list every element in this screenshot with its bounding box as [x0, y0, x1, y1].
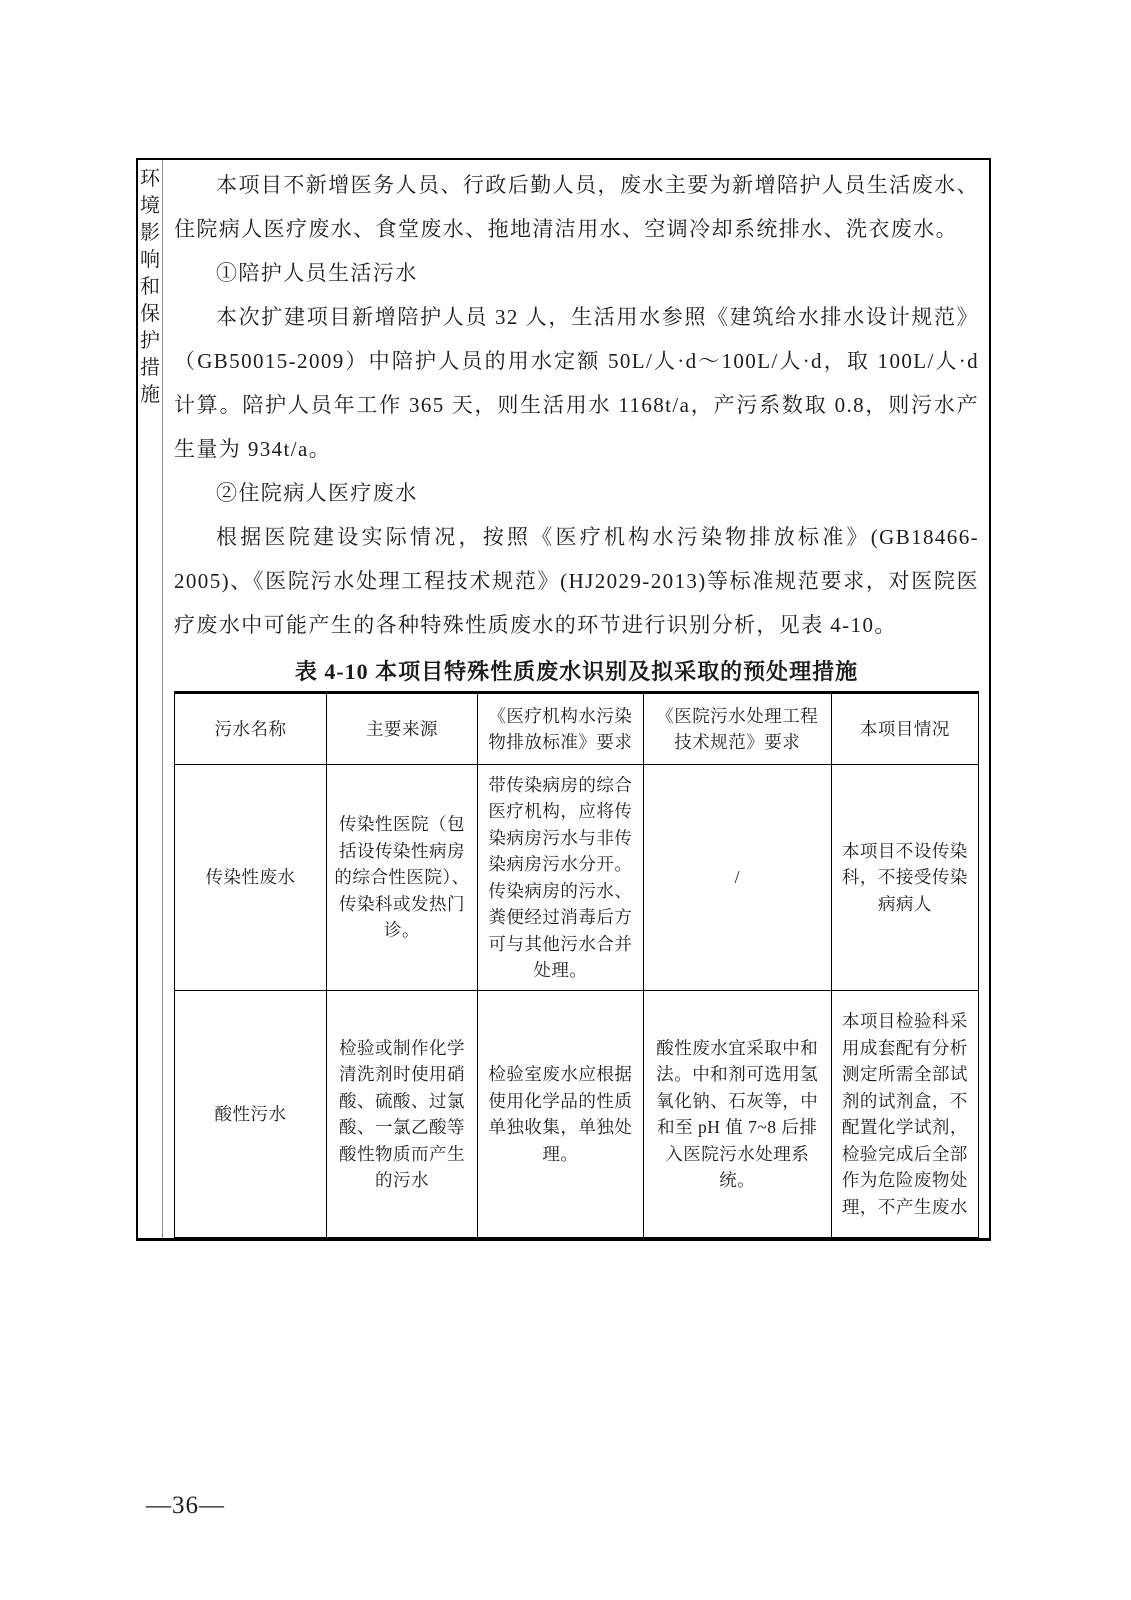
- section-content: [163, 160, 989, 1238]
- report-section-frame: [136, 158, 991, 1241]
- header-discharge-standard-requirement: 《医疗机构水污染物排放标准》要求: [478, 693, 644, 765]
- sidebar-char: 影: [140, 222, 160, 244]
- cell-name: 酸性污水: [175, 991, 327, 1238]
- cell-standard-requirement: 带传染病房的综合医疗机构，应将传染病房污水与非传染病房污水分开。传染病房的污水、粪便经过消毒后方可与其他污水合并处理。: [478, 765, 644, 991]
- cell-spec-requirement: 酸性废水宜采取中和法。中和剂可选用氢氧化钠、石灰等，中和至 pH 值 7~8 后排入医院污水处理系统。: [643, 991, 831, 1238]
- sidebar-char: 环: [140, 168, 160, 190]
- section-sidebar-label: [138, 160, 163, 1238]
- table-title: 表 4-10 本项目特殊性质废水识别及拟采取的预处理措施: [294, 659, 859, 684]
- cell-standard-requirement: 检验室废水应根据使用化学品的性质单独收集，单独处理。: [478, 991, 644, 1238]
- header-wastewater-name: 污水名称: [175, 693, 327, 765]
- page-number: —36—: [146, 1492, 225, 1519]
- sidebar-char: 境: [140, 195, 160, 217]
- paragraph-intro: 本项目不新增医务人员、行政后勤人员，废水主要为新增陪护人员生活废水、住院病人医疗废水、食堂废水、拖地清洁用水、空调冷却系统排水、洗衣废水。: [174, 173, 979, 241]
- cell-name: 传染性废水: [175, 765, 327, 991]
- sidebar-char: 响: [140, 249, 160, 271]
- sidebar-char: 和: [140, 276, 160, 298]
- special-wastewater-table: [174, 691, 979, 1238]
- paragraph-heading-1: ①陪护人员生活污水: [216, 261, 418, 285]
- header-treatment-spec-requirement: 《医院污水处理工程技术规范》要求: [643, 693, 831, 765]
- sidebar-char: 施: [140, 384, 160, 406]
- header-main-source: 主要来源: [326, 693, 477, 765]
- sidebar-char: 保: [140, 303, 160, 325]
- cell-project-situation: 本项目不设传染科，不接受传染病病人: [831, 765, 978, 991]
- table-row-acidic-wastewater: [175, 991, 979, 1238]
- cell-source: 传染性医院（包括设传染性病房的综合性医院）、传染科或发热门诊。: [326, 765, 477, 991]
- cell-project-situation: 本项目检验科采用成套配有分析测定所需全部试剂的试剂盒，不配置化学试剂，检验完成后全部作为危险废物处理，不产生废水: [831, 991, 978, 1238]
- cell-spec-requirement: /: [643, 765, 831, 991]
- sidebar-char: 措: [140, 357, 160, 379]
- table-header-row: [175, 693, 979, 765]
- paragraph-heading-2: ②住院病人医疗废水: [216, 481, 418, 505]
- header-project-situation: 本项目情况: [831, 693, 978, 765]
- paragraph-domestic-sewage: 本次扩建项目新增陪护人员 32 人，生活用水参照《建筑给水排水设计规范》（GB50015-2009）中陪护人员的用水定额 50L/人·d～100L/人·d，取 100L/人·d 计算。陪护人员年工作 365 天，则生活用水 1168t/a，产污系数取 0.8，则污水产生量为 934t/a。: [174, 305, 979, 461]
- paragraph-medical-wastewater: 根据医院建设实际情况，按照《医疗机构水污染物排放标准》(GB18466-2005)、《医院污水处理工程技术规范》(HJ2029-2013)等标准规范要求，对医院医疗废水中可能产生的各种特殊性质废水的环节进行识别分析，见表 4-10。: [174, 525, 979, 637]
- cell-source: 检验或制作化学清洗剂时使用硝酸、硫酸、过氯酸、一氯乙酸等酸性物质而产生的污水: [326, 991, 477, 1238]
- sidebar-char: 护: [140, 330, 160, 352]
- table-row-infectious-wastewater: [175, 765, 979, 991]
